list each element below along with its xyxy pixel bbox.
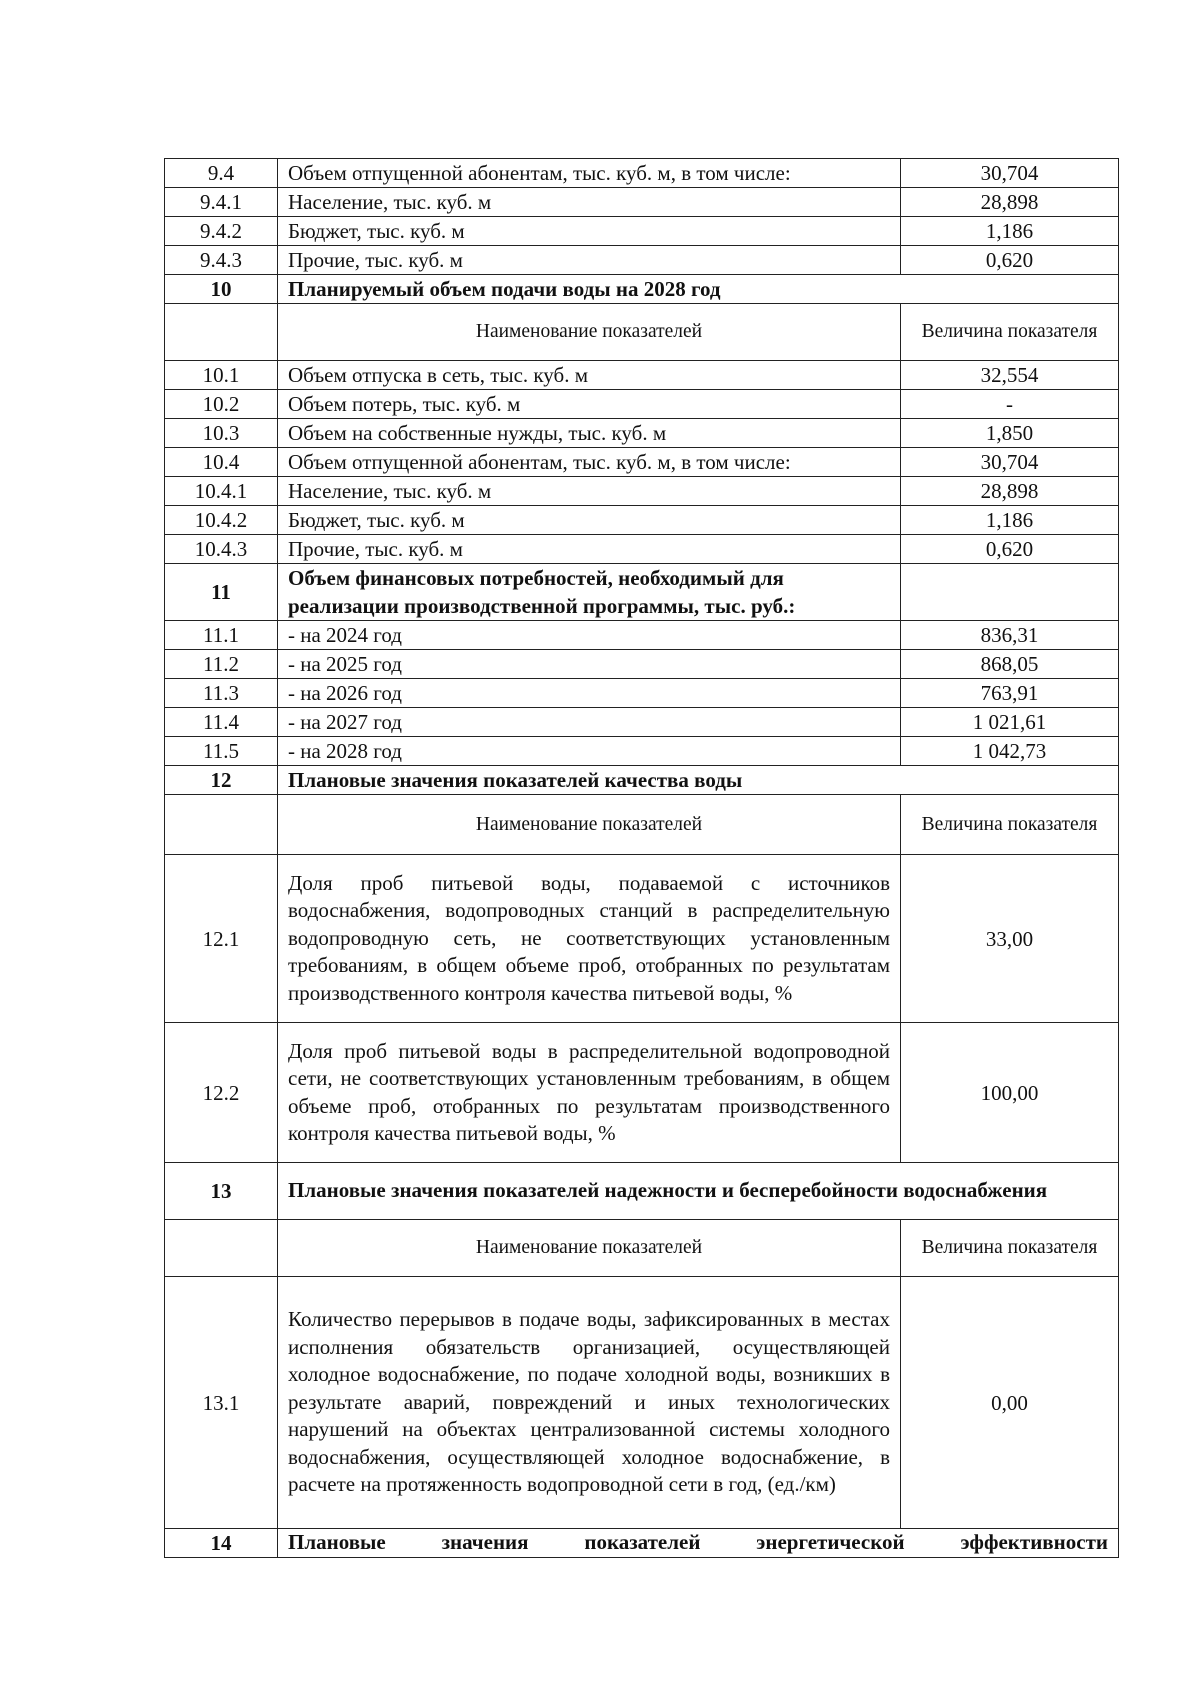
row-number: 10.4.1: [165, 477, 278, 506]
section-row: [165, 275, 1119, 304]
header-empty-cell: [165, 304, 278, 361]
table-row: [165, 535, 1119, 564]
row-value: 0,620: [901, 246, 1119, 275]
row-value: 30,704: [901, 448, 1119, 477]
section-title: Плановые значения показателей качества воды: [278, 766, 1119, 795]
row-number: 11.5: [165, 737, 278, 766]
section-row: [165, 1163, 1119, 1220]
header-empty-cell: [165, 795, 278, 855]
table-row: [165, 159, 1119, 188]
row-name: Доля проб питьевой воды в распределительной водопроводной сети, не соответствующих установленным требованиям, в общем объеме проб, отобранных по результатам производственного контроля качества питьевой воды, %: [278, 1023, 901, 1163]
row-number: 10.4.2: [165, 506, 278, 535]
row-name: Бюджет, тыс. куб. м: [278, 217, 901, 246]
table-row: [165, 477, 1119, 506]
row-name: Прочие, тыс. куб. м: [278, 535, 901, 564]
row-name: - на 2024 год: [278, 621, 901, 650]
table-row: [165, 650, 1119, 679]
row-value: 32,554: [901, 361, 1119, 390]
row-value: 28,898: [901, 188, 1119, 217]
row-number: 10.3: [165, 419, 278, 448]
table-row: [165, 679, 1119, 708]
row-name: Прочие, тыс. куб. м: [278, 246, 901, 275]
header-name: Наименование показателей: [278, 1220, 901, 1277]
header-name: Наименование показателей: [278, 304, 901, 361]
row-name: Население, тыс. куб. м: [278, 188, 901, 217]
row-number: 10.4: [165, 448, 278, 477]
row-number: 11.2: [165, 650, 278, 679]
table-row: [165, 390, 1119, 419]
row-number: 12.2: [165, 1023, 278, 1163]
section-row: [165, 766, 1119, 795]
row-value: 1 021,61: [901, 708, 1119, 737]
table-row: [165, 246, 1119, 275]
row-name: Объем отпуска в сеть, тыс. куб. м: [278, 361, 901, 390]
row-value: 0,620: [901, 535, 1119, 564]
indicators-table: [164, 158, 1119, 1558]
header-value: Величина показателя: [901, 1220, 1119, 1277]
row-value: 30,704: [901, 159, 1119, 188]
table-row: [165, 361, 1119, 390]
row-value: 1,186: [901, 217, 1119, 246]
row-name: - на 2027 год: [278, 708, 901, 737]
row-value: 0,00: [901, 1277, 1119, 1529]
table-row: [165, 1023, 1119, 1163]
row-number: 9.4.1: [165, 188, 278, 217]
header-value: Величина показателя: [901, 795, 1119, 855]
row-value: 868,05: [901, 650, 1119, 679]
table-row: [165, 1277, 1119, 1529]
table-row: [165, 448, 1119, 477]
column-header-row: [165, 1220, 1119, 1277]
row-number: 9.4.2: [165, 217, 278, 246]
row-number: 12.1: [165, 855, 278, 1023]
section-row: [165, 1529, 1119, 1558]
section-number: 13: [165, 1163, 278, 1220]
row-number: 11.1: [165, 621, 278, 650]
row-name: Объем отпущенной абонентам, тыс. куб. м, в том числе:: [278, 159, 901, 188]
row-value: -: [901, 390, 1119, 419]
row-value: 763,91: [901, 679, 1119, 708]
row-name: Объем на собственные нужды, тыс. куб. м: [278, 419, 901, 448]
section-title: Плановые значения показателей энергетической эффективности: [278, 1529, 1119, 1558]
row-number: 9.4.3: [165, 246, 278, 275]
row-name: - на 2025 год: [278, 650, 901, 679]
column-header-row: [165, 304, 1119, 361]
table-row: [165, 506, 1119, 535]
row-name: Объем потерь, тыс. куб. м: [278, 390, 901, 419]
header-value: Величина показателя: [901, 304, 1119, 361]
row-number: 10.4.3: [165, 535, 278, 564]
section-title: Плановые значения показателей надежности и бесперебойности водоснабжения: [278, 1163, 1119, 1220]
row-name: - на 2028 год: [278, 737, 901, 766]
row-value: 836,31: [901, 621, 1119, 650]
column-header-row: [165, 795, 1119, 855]
row-value: 100,00: [901, 1023, 1119, 1163]
section-title: Планируемый объем подачи воды на 2028 год: [278, 275, 1119, 304]
header-name: Наименование показателей: [278, 795, 901, 855]
table-row: [165, 737, 1119, 766]
row-name: Объем отпущенной абонентам, тыс. куб. м, в том числе:: [278, 448, 901, 477]
row-value: 1 042,73: [901, 737, 1119, 766]
table-row: [165, 217, 1119, 246]
row-value: 33,00: [901, 855, 1119, 1023]
section-number: 12: [165, 766, 278, 795]
table-row: [165, 419, 1119, 448]
row-name: Доля проб питьевой воды, подаваемой с источников водоснабжения, водопроводных станций в распределительную водопроводную сеть, не соответствующих установленным требованиям, в общем объеме проб, отобранных по результатам производственного контроля качества питьевой воды, %: [278, 855, 901, 1023]
section-number: 11: [165, 564, 278, 621]
row-number: 11.3: [165, 679, 278, 708]
row-name: Количество перерывов в подаче воды, зафиксированных в местах исполнения обязательств организацией, осуществляющей холодное водоснабжение, по подаче холодной воды, возникших в результате аварий, повреждений и иных технологических нарушений на объектах централизованной системы холодного водоснабжения, осуществляющей холодное водоснабжение, в расчете на протяженность водопроводной сети в год, (ед./км): [278, 1277, 901, 1529]
row-value: 1,186: [901, 506, 1119, 535]
row-number: 10.2: [165, 390, 278, 419]
row-number: 9.4: [165, 159, 278, 188]
row-name: Население, тыс. куб. м: [278, 477, 901, 506]
row-value: 28,898: [901, 477, 1119, 506]
table-row: [165, 855, 1119, 1023]
row-name: Бюджет, тыс. куб. м: [278, 506, 901, 535]
row-value: 1,850: [901, 419, 1119, 448]
section-number: 14: [165, 1529, 278, 1558]
row-number: 13.1: [165, 1277, 278, 1529]
row-number: 10.1: [165, 361, 278, 390]
section-title: Объем финансовых потребностей, необходимый для реализации производственной программы, тыс. руб.:: [278, 564, 901, 621]
header-empty-cell: [165, 1220, 278, 1277]
table-row: [165, 708, 1119, 737]
table-row: [165, 621, 1119, 650]
table-row: [165, 188, 1119, 217]
row-name: - на 2026 год: [278, 679, 901, 708]
section-empty-value: [901, 564, 1119, 621]
section-number: 10: [165, 275, 278, 304]
section-row: [165, 564, 1119, 621]
row-number: 11.4: [165, 708, 278, 737]
